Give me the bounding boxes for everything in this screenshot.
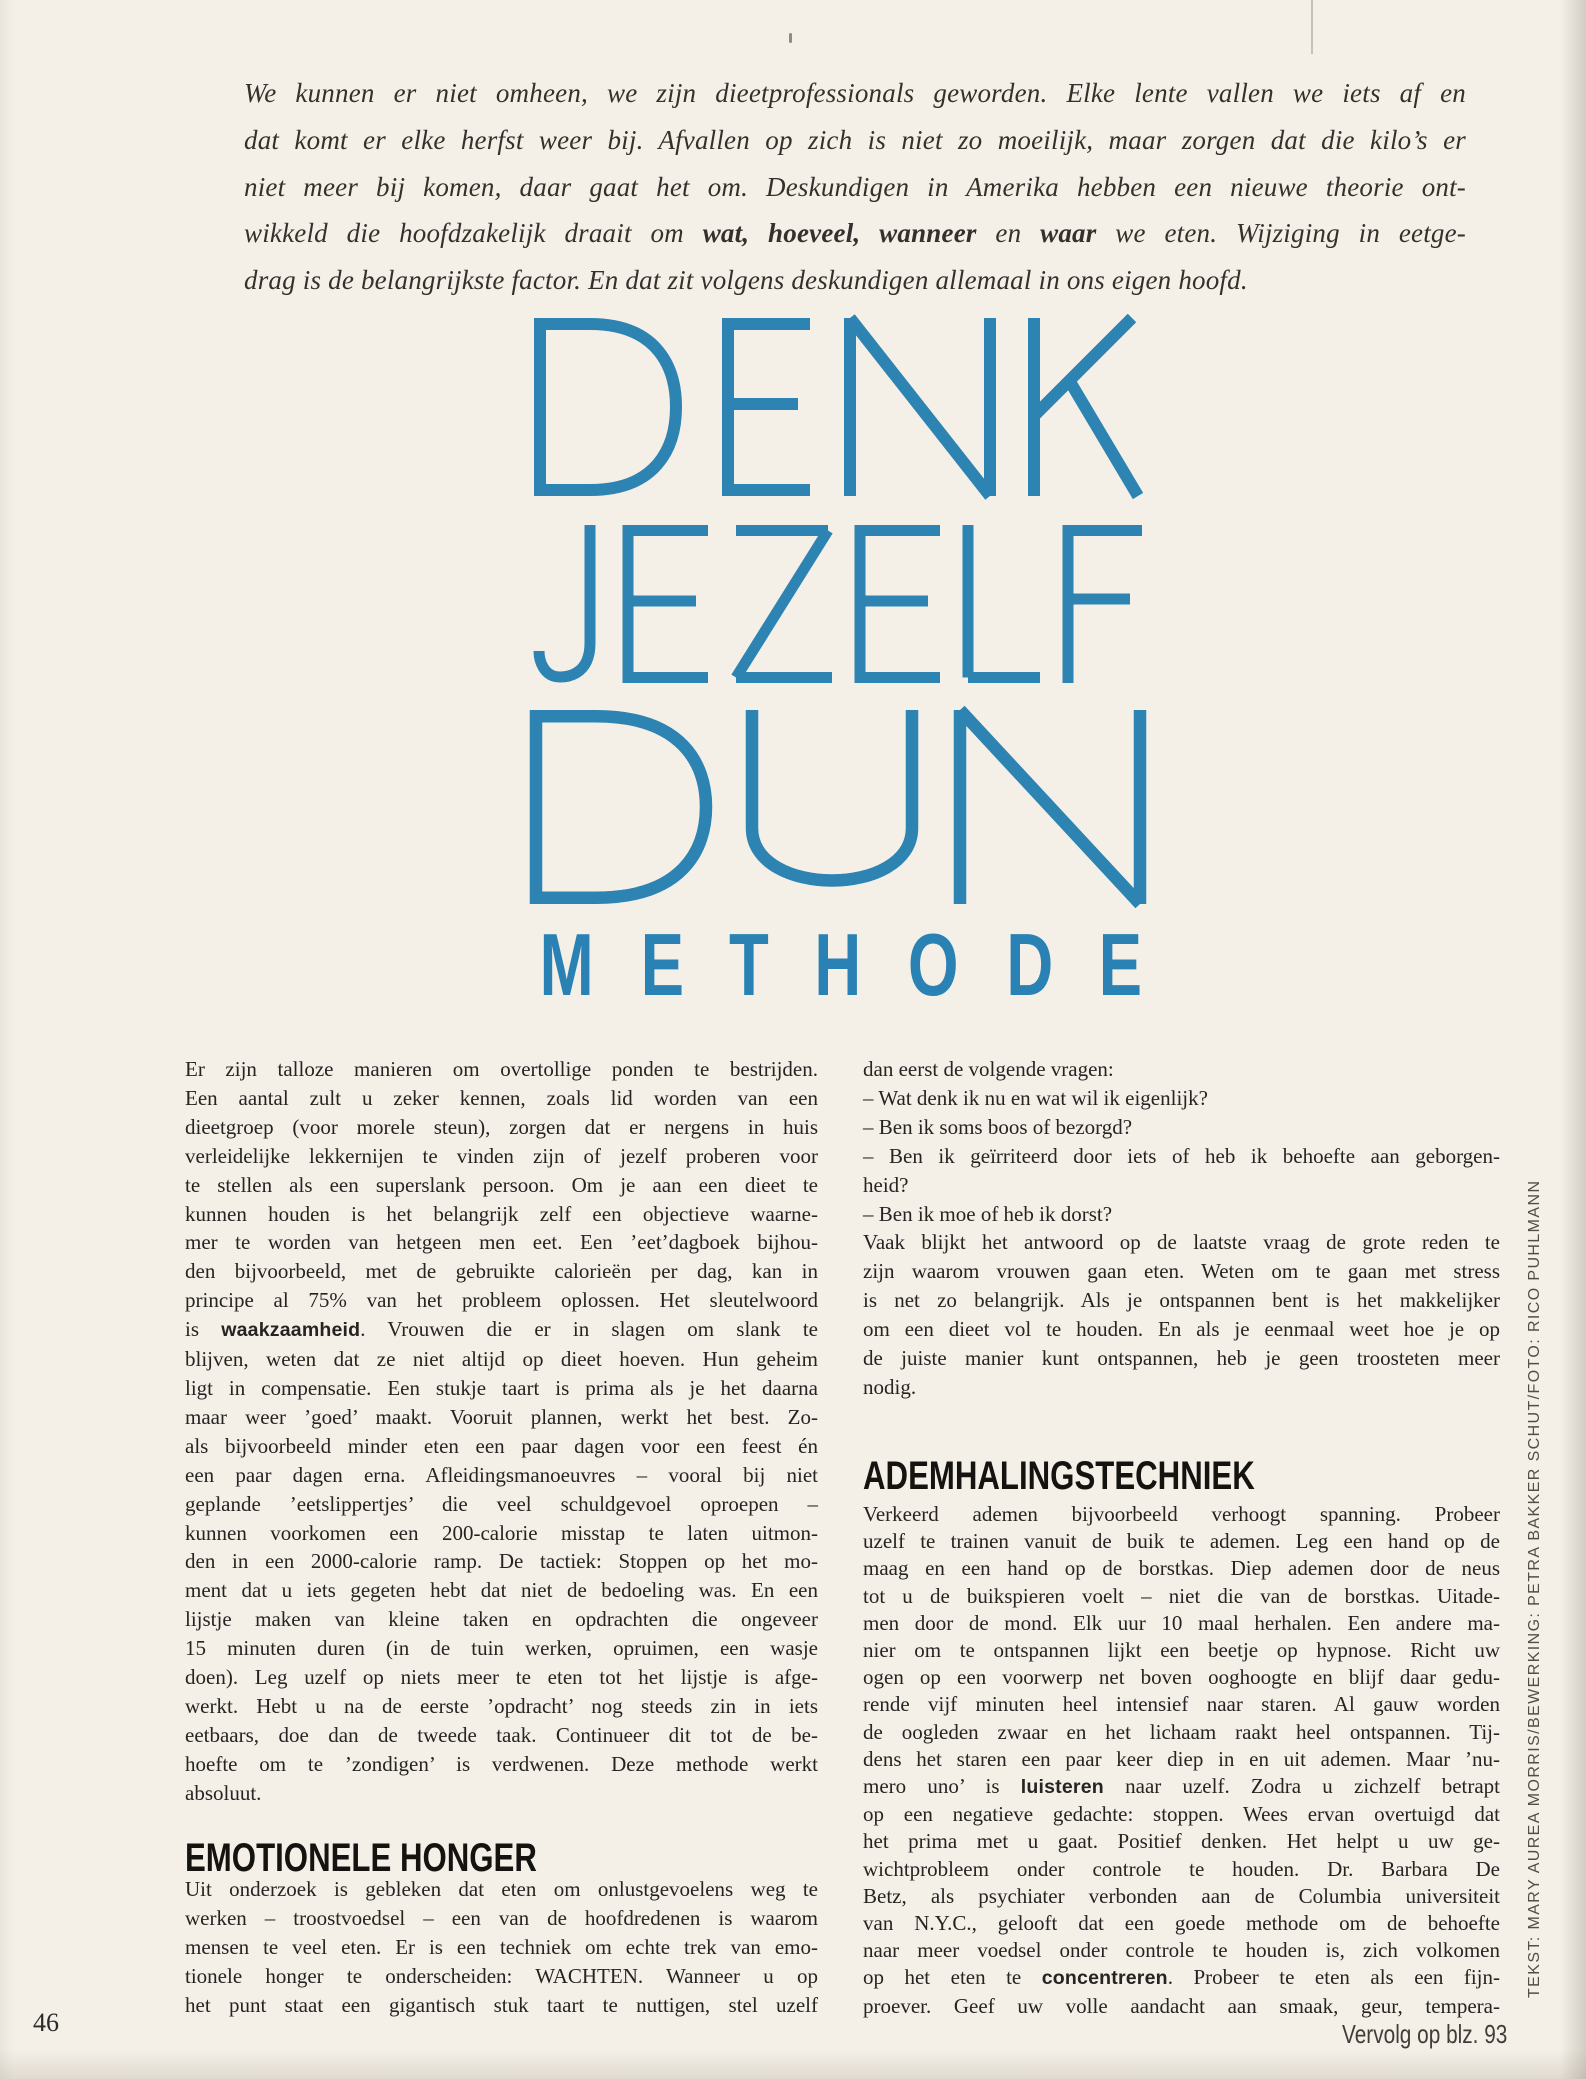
text-line: wichtprobleem onder controle te houden. Dr. Barbara De bbox=[863, 1856, 1500, 1881]
text-line: maar weer ’goed’ maakt. Vooruit plannen, werkt het best. Zo- bbox=[185, 1404, 818, 1429]
title-letter: D bbox=[1005, 915, 1054, 1014]
text-line: als bijvoorbeeld minder eten een paar dagen voor een feest én bbox=[185, 1433, 818, 1458]
page-left-edge-shading bbox=[0, 0, 14, 2079]
text-line: de oogleden zwaar en het lichaam raakt heel ontspannen. Tij- bbox=[863, 1719, 1500, 1744]
text-line: op het eten te concentreren. Probeer te eten als een fijn- bbox=[863, 1965, 1500, 1990]
text-line: den in een 2000-calorie ramp. De tactiek: Stoppen op het mo- bbox=[185, 1549, 818, 1574]
text-line: het prima met u gaat. Positief denken. Het helpt u uw ge- bbox=[863, 1829, 1500, 1854]
text-line: Een aantal zult u zeker kennen, zoals lid worden van een bbox=[185, 1085, 818, 1110]
title-word-methode bbox=[530, 915, 1150, 1014]
text-line: is waakzaamheid. Vrouwen die er in slagen om slank te bbox=[185, 1317, 818, 1342]
continuation-note: Vervolg op blz. 93 bbox=[1342, 2019, 1508, 2049]
right-column-paragraph-1 bbox=[863, 1055, 1500, 1402]
text-line: het punt staat een gigantisch stuk taart te nuttigen, stel uzelf bbox=[185, 1992, 818, 2017]
text-line: – Ben ik moe of heb ik dorst? bbox=[863, 1201, 1113, 1226]
text-line: werken – troostvoedsel – een van de hoofdredenen is waarom bbox=[185, 1905, 818, 1930]
text-line: dieetgroep (voor morele steun), zorgen dat er nergens in huis bbox=[185, 1114, 818, 1139]
text-line: – Ben ik soms boos of bezorgd? bbox=[863, 1114, 1133, 1139]
text-line: ogen op een voorwerp net boven ooghoogte en blijf daar gedu- bbox=[863, 1665, 1500, 1690]
text-line: eetbaars, doe dan de tweede taak. Continueer dit tot de be- bbox=[185, 1722, 818, 1747]
text-line: kunnen voorkomen een 200-calorie misstap te laten uitmon- bbox=[185, 1520, 818, 1545]
text-line: van N.Y.C., gelooft dat een goede methode om de behoefte bbox=[863, 1911, 1500, 1936]
heading-ademhalingstechniek: ADEMHALINGSTECHNIEK bbox=[863, 1454, 1255, 1498]
page-right-edge-shading bbox=[1560, 0, 1586, 2079]
text-line: kunnen houden is het belangrijk zelf een objectieve waarne- bbox=[185, 1201, 818, 1226]
text-line: Betz, als psychiater verbonden aan de Columbia universiteit bbox=[863, 1883, 1500, 1908]
text-line: rende vijf minuten heel intensief naar staren. Al gauw worden bbox=[863, 1692, 1500, 1717]
right-column-paragraph-2 bbox=[863, 1501, 1500, 2020]
text-line: uzelf te trainen vanuit de buik te ademen. Leg een hand op de bbox=[863, 1529, 1500, 1554]
text-line: op een negatieve gedachte: stoppen. Wees ervan overtuigd dat bbox=[863, 1802, 1500, 1827]
text-line: lijstje maken van kleine taken en opdrachten die ongeveer bbox=[185, 1607, 818, 1632]
text-line: ment dat u iets gegeten hebt dat niet de bedoeling was. En een bbox=[185, 1578, 818, 1603]
text-line: doen). Leg uzelf op niets meer te eten tot het lijstje is afge- bbox=[185, 1665, 818, 1690]
text-line: Er zijn talloze manieren om overtollige ponden te bestrijden. bbox=[185, 1057, 818, 1081]
text-line: 15 minuten duren (in de tuin werken, opruimen, een wasje bbox=[185, 1636, 818, 1661]
text-line: Vaak blijkt het antwoord op de laatste vraag de grote reden te bbox=[863, 1230, 1500, 1255]
text-line: te stellen als een superslank persoon. Om je aan een dieet te bbox=[185, 1172, 818, 1197]
title-word-denk bbox=[528, 318, 1144, 496]
scan-crease-line bbox=[1311, 0, 1313, 54]
text-line: We kunnen er niet omheen, we zijn dieetprofessionals geworden. Elke lente vallen we iets af en bbox=[244, 78, 1466, 108]
text-line: nodig. bbox=[863, 1374, 917, 1399]
text-line: dens het staren een paar keer diep in en uit ademen. Maar ’nu- bbox=[863, 1746, 1500, 1771]
text-line: Verkeerd ademen bijvoorbeeld verhoogt spanning. Probeer bbox=[863, 1502, 1500, 1526]
page-bottom-edge-shading bbox=[0, 2049, 1586, 2079]
title-letter: T bbox=[728, 915, 769, 1014]
text-line: is net zo belangrijk. Als je ontspannen bent is het makkelijker bbox=[863, 1288, 1500, 1313]
title-word-dun bbox=[524, 710, 1152, 904]
text-line: mensen te veel eten. Er is een techniek om echte trek van emo- bbox=[185, 1934, 818, 1959]
text-line: de juiste manier kunt ontspannen, heb je geen troosteten meer bbox=[863, 1346, 1500, 1371]
text-line: dat komt er elke herfst weer bij. Afvallen op zich is niet zo moeilijk, maar zorgen dat die kilo’s er bbox=[244, 124, 1466, 155]
text-line: werkt. Hebt u na de eerste ’opdracht’ nog steeds zin in iets bbox=[185, 1693, 818, 1718]
text-line: men door de mond. Elk uur 10 maal herhalen. Een andere ma- bbox=[863, 1610, 1500, 1635]
text-line: Uit onderzoek is gebleken dat eten om onlustgevoelens weg te bbox=[185, 1877, 818, 1901]
title-letter: E bbox=[640, 915, 685, 1014]
registration-mark bbox=[789, 33, 792, 43]
title-letter: M bbox=[539, 915, 594, 1014]
heading-emotionele-honger: EMOTIONELE HONGER bbox=[185, 1836, 537, 1880]
text-line: hoefte om te ’zondigen’ is verdwenen. Deze methode werkt bbox=[185, 1751, 818, 1776]
text-line: nier om te ontspannen lijkt een beetje op hypnose. Richt uw bbox=[863, 1638, 1500, 1663]
credits-vertical-text: TEKST: MARY AUREA MORRIS/BEWERKING: PETRA BAKKER SCHUT/FOTO: RICO PUHLMANN bbox=[1526, 1179, 1543, 1998]
text-line: tionele honger te onderscheiden: WACHTEN. Wanneer u op bbox=[185, 1963, 818, 1988]
text-line: tot u de buikspieren voelt – niet die van de borstkas. Uitade- bbox=[863, 1583, 1500, 1608]
page-number: 46 bbox=[33, 2008, 59, 2037]
text-line: niet meer bij komen, daar gaat het om. Deskundigen in Amerika hebben een nieuwe theorie ont- bbox=[244, 171, 1466, 202]
title-letter: E bbox=[1098, 915, 1143, 1014]
text-line: wikkeld die hoofdzakelijk draait om wat, hoeveel, wanneer en waar we eten. Wijziging in eetge- bbox=[244, 218, 1466, 249]
text-line: ligt in compensatie. Een stukje taart is prima als je het daarna bbox=[185, 1375, 818, 1400]
text-line: blijven, weten dat ze niet altijd op dieet hoeven. Hun geheim bbox=[185, 1347, 818, 1372]
text-line: verleidelijke lekkernijen te vinden zijn of jezelf proberen voor bbox=[185, 1143, 818, 1168]
jezelf-letters-svg bbox=[532, 525, 1144, 683]
left-column-paragraph-1 bbox=[185, 1055, 818, 1808]
text-line: – Wat denk ik nu en wat wil ik eigenlijk? bbox=[863, 1085, 1208, 1110]
title-letter: O bbox=[908, 915, 959, 1014]
text-line: – Ben ik geïrriteerd door iets of heb ik behoefte aan geborgen- bbox=[863, 1143, 1500, 1168]
denk-letters-svg bbox=[528, 318, 1144, 496]
intro-paragraph bbox=[244, 70, 1466, 304]
text-line: een paar dagen erna. Afleidingsmanoeuvres – vooral bij niet bbox=[185, 1462, 818, 1487]
text-line: dan eerst de volgende vragen: bbox=[863, 1057, 1114, 1081]
text-line: naar meer voedsel onder controle te houden is, zich volkomen bbox=[863, 1938, 1500, 1963]
text-line: principe al 75% van het probleem oplossen. Het sleutelwoord bbox=[185, 1288, 818, 1313]
text-line: maag en een hand op de borstkas. Diep ademen door de neus bbox=[863, 1556, 1500, 1581]
text-line: om een dieet vol te houden. En als je eenmaal weet hoe je op bbox=[863, 1317, 1500, 1342]
text-line: zijn waarom vrouwen gaan eten. Weten om te gaan met stress bbox=[863, 1259, 1500, 1284]
text-line: proever. Geef uw volle aandacht aan smaak, geur, tempera- bbox=[863, 1993, 1500, 2018]
title-word-jezelf bbox=[532, 525, 1144, 683]
text-line: drag is de belangrijkste factor. En dat zit volgens deskundigen allemaal in ons eigen hoofd. bbox=[244, 265, 1248, 296]
left-column-paragraph-2 bbox=[185, 1875, 818, 2020]
text-line: absoluut. bbox=[185, 1780, 262, 1805]
text-line: geplande ’eetslippertjes’ die veel schuldgevoel oproepen – bbox=[185, 1491, 818, 1516]
title-letter: H bbox=[813, 915, 862, 1014]
text-line: den bijvoorbeeld, met de gebruikte calorieën per dag, kan in bbox=[185, 1259, 818, 1284]
text-line: heid? bbox=[863, 1172, 909, 1197]
dun-letters-svg bbox=[524, 710, 1152, 904]
text-line: mero uno’ is luisteren naar uzelf. Zodra u zichzelf betrapt bbox=[863, 1774, 1500, 1799]
text-line: mer te worden van hetgeen men eet. Een ’eet’dagboek bijhou- bbox=[185, 1230, 818, 1255]
